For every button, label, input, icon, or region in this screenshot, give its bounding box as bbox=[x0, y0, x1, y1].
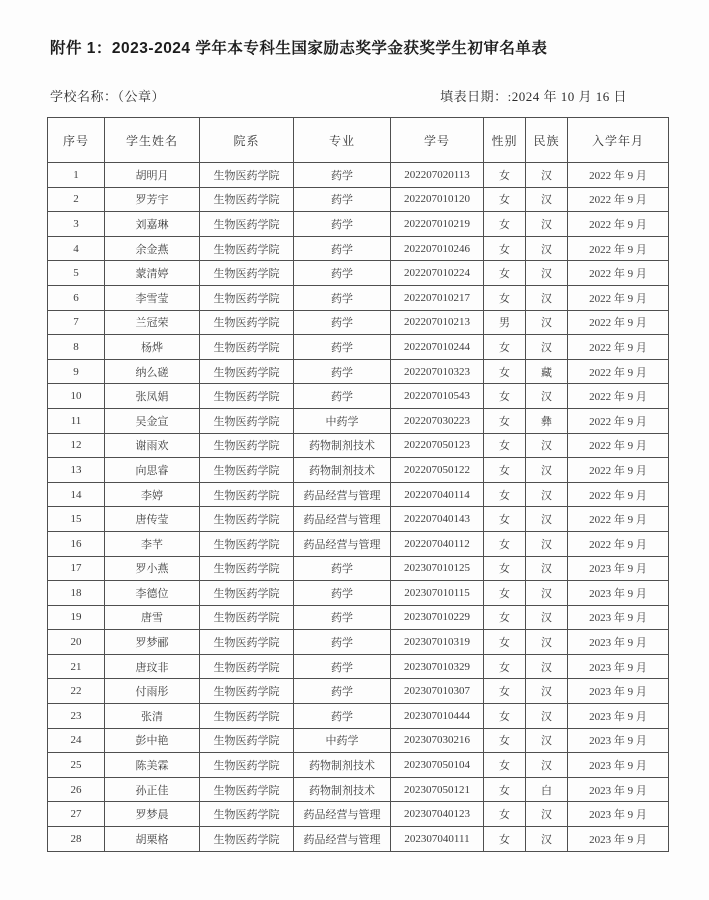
table-cell: 26 bbox=[48, 777, 105, 802]
column-header: 入学年月 bbox=[568, 118, 669, 163]
table-cell: 202307010125 bbox=[391, 556, 484, 581]
table-cell: 余金燕 bbox=[105, 236, 200, 261]
table-cell: 2022 年 9 月 bbox=[568, 163, 669, 188]
table-cell: 2023 年 9 月 bbox=[568, 777, 669, 802]
table-cell: 2022 年 9 月 bbox=[568, 310, 669, 335]
table-row bbox=[48, 728, 669, 753]
table-cell: 药品经营与管理 bbox=[294, 802, 391, 827]
table-cell: 3 bbox=[48, 212, 105, 237]
table-cell: 汉 bbox=[526, 531, 568, 556]
table-cell: 汉 bbox=[526, 581, 568, 606]
table-row bbox=[48, 777, 669, 802]
table-cell: 7 bbox=[48, 310, 105, 335]
school-name-label: 学校名称：（公章） bbox=[50, 89, 166, 104]
table-cell: 女 bbox=[484, 753, 526, 778]
table-cell: 14 bbox=[48, 482, 105, 507]
table-cell: 药学 bbox=[294, 359, 391, 384]
table-cell: 生物医药学院 bbox=[200, 728, 294, 753]
table-row bbox=[48, 359, 669, 384]
column-header: 性别 bbox=[484, 118, 526, 163]
table-cell: 药学 bbox=[294, 261, 391, 286]
table-cell: 女 bbox=[484, 163, 526, 188]
table-cell: 生物医药学院 bbox=[200, 802, 294, 827]
table-body bbox=[48, 163, 669, 852]
table-cell: 彝 bbox=[526, 408, 568, 433]
table-cell: 202307010319 bbox=[391, 630, 484, 655]
table-cell: 药品经营与管理 bbox=[294, 531, 391, 556]
table-cell: 药学 bbox=[294, 212, 391, 237]
table-cell: 药学 bbox=[294, 335, 391, 360]
table-cell: 生物医药学院 bbox=[200, 433, 294, 458]
table-cell: 女 bbox=[484, 802, 526, 827]
table-row bbox=[48, 285, 669, 310]
table-cell: 202207010543 bbox=[391, 384, 484, 409]
table-cell: 汉 bbox=[526, 212, 568, 237]
table-cell: 生物医药学院 bbox=[200, 630, 294, 655]
table-cell: 生物医药学院 bbox=[200, 482, 294, 507]
table-cell: 8 bbox=[48, 335, 105, 360]
table-cell: 汉 bbox=[526, 753, 568, 778]
table-cell: 罗芳宇 bbox=[105, 187, 200, 212]
table-cell: 生物医药学院 bbox=[200, 187, 294, 212]
table-cell: 202207010219 bbox=[391, 212, 484, 237]
table-row bbox=[48, 507, 669, 532]
table-cell: 202207010323 bbox=[391, 359, 484, 384]
table-cell: 2022 年 9 月 bbox=[568, 212, 669, 237]
table-header-row bbox=[48, 118, 669, 163]
table-cell: 202307010329 bbox=[391, 654, 484, 679]
table-cell: 白 bbox=[526, 777, 568, 802]
table-cell: 女 bbox=[484, 335, 526, 360]
table-cell: 女 bbox=[484, 433, 526, 458]
table-cell: 生物医药学院 bbox=[200, 236, 294, 261]
table-cell: 女 bbox=[484, 654, 526, 679]
table-cell: 202207030223 bbox=[391, 408, 484, 433]
column-header: 序号 bbox=[48, 118, 105, 163]
table-row bbox=[48, 531, 669, 556]
table-cell: 生物医药学院 bbox=[200, 753, 294, 778]
table-cell: 202207040114 bbox=[391, 482, 484, 507]
table-cell: 药物制剂技术 bbox=[294, 458, 391, 483]
table-cell: 药品经营与管理 bbox=[294, 507, 391, 532]
table-cell: 刘嘉琳 bbox=[105, 212, 200, 237]
column-header: 专业 bbox=[294, 118, 391, 163]
table-cell: 药物制剂技术 bbox=[294, 753, 391, 778]
table-cell: 25 bbox=[48, 753, 105, 778]
table-cell: 2022 年 9 月 bbox=[568, 359, 669, 384]
table-cell: 汉 bbox=[526, 433, 568, 458]
table-cell: 张凤娟 bbox=[105, 384, 200, 409]
table-cell: 2022 年 9 月 bbox=[568, 335, 669, 360]
table-cell: 张清 bbox=[105, 704, 200, 729]
table-cell: 13 bbox=[48, 458, 105, 483]
table-row bbox=[48, 433, 669, 458]
table-row bbox=[48, 605, 669, 630]
table-cell: 汉 bbox=[526, 704, 568, 729]
table-cell: 生物医药学院 bbox=[200, 777, 294, 802]
table-cell: 汉 bbox=[526, 261, 568, 286]
table-cell: 药学 bbox=[294, 581, 391, 606]
table-cell: 汉 bbox=[526, 163, 568, 188]
table-cell: 药学 bbox=[294, 163, 391, 188]
table-cell: 202307010444 bbox=[391, 704, 484, 729]
column-header: 学生姓名 bbox=[105, 118, 200, 163]
table-row bbox=[48, 802, 669, 827]
table-cell: 2023 年 9 月 bbox=[568, 679, 669, 704]
table-cell: 纳么磋 bbox=[105, 359, 200, 384]
table-cell: 汉 bbox=[526, 827, 568, 852]
table-cell: 唐雪 bbox=[105, 605, 200, 630]
table-cell: 药学 bbox=[294, 654, 391, 679]
table-cell: 唐传莹 bbox=[105, 507, 200, 532]
table-cell: 10 bbox=[48, 384, 105, 409]
table-cell: 女 bbox=[484, 630, 526, 655]
table-cell: 2022 年 9 月 bbox=[568, 261, 669, 286]
table-cell: 2022 年 9 月 bbox=[568, 458, 669, 483]
table-row bbox=[48, 261, 669, 286]
table-cell: 2023 年 9 月 bbox=[568, 728, 669, 753]
table-cell: 2022 年 9 月 bbox=[568, 384, 669, 409]
table-cell: 药学 bbox=[294, 187, 391, 212]
award-list-table bbox=[47, 117, 669, 852]
table-cell: 2022 年 9 月 bbox=[568, 236, 669, 261]
table-cell: 汉 bbox=[526, 556, 568, 581]
table-cell: 27 bbox=[48, 802, 105, 827]
table-cell: 女 bbox=[484, 605, 526, 630]
table-cell: 生物医药学院 bbox=[200, 507, 294, 532]
table-cell: 女 bbox=[484, 359, 526, 384]
table-cell: 生物医药学院 bbox=[200, 605, 294, 630]
table-cell: 202207050122 bbox=[391, 458, 484, 483]
table-cell: 生物医药学院 bbox=[200, 261, 294, 286]
table-cell: 汉 bbox=[526, 654, 568, 679]
table-cell: 生物医药学院 bbox=[200, 408, 294, 433]
table-cell: 汉 bbox=[526, 482, 568, 507]
table-cell: 汉 bbox=[526, 310, 568, 335]
table-cell: 2023 年 9 月 bbox=[568, 556, 669, 581]
table-row bbox=[48, 556, 669, 581]
table-cell: 2022 年 9 月 bbox=[568, 408, 669, 433]
table-cell: 药学 bbox=[294, 285, 391, 310]
table-cell: 女 bbox=[484, 704, 526, 729]
table-cell: 陈美霖 bbox=[105, 753, 200, 778]
table-cell: 21 bbox=[48, 654, 105, 679]
table-cell: 汉 bbox=[526, 802, 568, 827]
table-cell: 2023 年 9 月 bbox=[568, 630, 669, 655]
table-row bbox=[48, 458, 669, 483]
table-cell: 202307040123 bbox=[391, 802, 484, 827]
table-cell: 202307050121 bbox=[391, 777, 484, 802]
table-cell: 药学 bbox=[294, 310, 391, 335]
table-cell: 202207010217 bbox=[391, 285, 484, 310]
table-cell: 汉 bbox=[526, 458, 568, 483]
table-cell: 2023 年 9 月 bbox=[568, 802, 669, 827]
table-cell: 2022 年 9 月 bbox=[568, 187, 669, 212]
meta-row bbox=[0, 58, 709, 105]
table-cell: 生物医药学院 bbox=[200, 384, 294, 409]
table-cell: 兰冠荣 bbox=[105, 310, 200, 335]
table-cell: 汉 bbox=[526, 187, 568, 212]
table-cell: 女 bbox=[484, 236, 526, 261]
table-cell: 202307010115 bbox=[391, 581, 484, 606]
table-cell: 生物医药学院 bbox=[200, 654, 294, 679]
table-cell: 胡明月 bbox=[105, 163, 200, 188]
table-cell: 24 bbox=[48, 728, 105, 753]
table-cell: 男 bbox=[484, 310, 526, 335]
table-cell: 2022 年 9 月 bbox=[568, 433, 669, 458]
table-cell: 4 bbox=[48, 236, 105, 261]
table-cell: 彭中艳 bbox=[105, 728, 200, 753]
table-cell: 2022 年 9 月 bbox=[568, 285, 669, 310]
table-cell: 生物医药学院 bbox=[200, 359, 294, 384]
table-cell: 罗梦晨 bbox=[105, 802, 200, 827]
table-cell: 2023 年 9 月 bbox=[568, 704, 669, 729]
table-row bbox=[48, 384, 669, 409]
table-cell: 汉 bbox=[526, 335, 568, 360]
table-cell: 生物医药学院 bbox=[200, 704, 294, 729]
table-cell: 15 bbox=[48, 507, 105, 532]
table-cell: 汉 bbox=[526, 679, 568, 704]
table-cell: 药品经营与管理 bbox=[294, 482, 391, 507]
table-cell: 6 bbox=[48, 285, 105, 310]
table-cell: 202307010229 bbox=[391, 605, 484, 630]
table-cell: 202207010120 bbox=[391, 187, 484, 212]
table-cell: 生物医药学院 bbox=[200, 458, 294, 483]
table-cell: 202307010307 bbox=[391, 679, 484, 704]
table-cell: 2022 年 9 月 bbox=[568, 507, 669, 532]
table-cell: 12 bbox=[48, 433, 105, 458]
table-cell: 生物医药学院 bbox=[200, 679, 294, 704]
table-cell: 5 bbox=[48, 261, 105, 286]
table-row bbox=[48, 482, 669, 507]
table-cell: 吴金宣 bbox=[105, 408, 200, 433]
table-cell: 唐玟非 bbox=[105, 654, 200, 679]
table-cell: 23 bbox=[48, 704, 105, 729]
table-cell: 女 bbox=[484, 827, 526, 852]
table-cell: 药学 bbox=[294, 605, 391, 630]
table-row bbox=[48, 581, 669, 606]
table-cell: 生物医药学院 bbox=[200, 163, 294, 188]
table-cell: 谢雨欢 bbox=[105, 433, 200, 458]
table-cell: 药学 bbox=[294, 704, 391, 729]
table-row bbox=[48, 630, 669, 655]
table-cell: 20 bbox=[48, 630, 105, 655]
table-cell: 药学 bbox=[294, 556, 391, 581]
table-cell: 2 bbox=[48, 187, 105, 212]
table-cell: 汉 bbox=[526, 236, 568, 261]
table-cell: 生物医药学院 bbox=[200, 212, 294, 237]
table-cell: 汉 bbox=[526, 605, 568, 630]
table-row bbox=[48, 408, 669, 433]
table-row bbox=[48, 335, 669, 360]
table-cell: 蒙清婷 bbox=[105, 261, 200, 286]
table-cell: 女 bbox=[484, 507, 526, 532]
table-cell: 生物医药学院 bbox=[200, 531, 294, 556]
table-cell: 2022 年 9 月 bbox=[568, 531, 669, 556]
table-row bbox=[48, 310, 669, 335]
table-cell: 女 bbox=[484, 212, 526, 237]
table-cell: 付雨彤 bbox=[105, 679, 200, 704]
table-cell: 藏 bbox=[526, 359, 568, 384]
table-cell: 2023 年 9 月 bbox=[568, 581, 669, 606]
table-cell: 202207010224 bbox=[391, 261, 484, 286]
table-cell: 女 bbox=[484, 384, 526, 409]
table-cell: 中药学 bbox=[294, 408, 391, 433]
table-cell: 女 bbox=[484, 728, 526, 753]
table-cell: 202207040112 bbox=[391, 531, 484, 556]
table-cell: 罗梦郦 bbox=[105, 630, 200, 655]
fill-date-label: 填表日期：:2024 年 10 月 16 日 bbox=[440, 89, 627, 104]
column-header: 院系 bbox=[200, 118, 294, 163]
table-row bbox=[48, 679, 669, 704]
page-title: 附件 1：2023-2024 学年本专科生国家励志奖学金获奖学生初审名单表 bbox=[50, 40, 548, 57]
table-cell: 202207010244 bbox=[391, 335, 484, 360]
table-cell: 女 bbox=[484, 187, 526, 212]
table-row bbox=[48, 187, 669, 212]
table-cell: 汉 bbox=[526, 285, 568, 310]
table-cell: 药学 bbox=[294, 384, 391, 409]
table-cell: 女 bbox=[484, 261, 526, 286]
table-cell: 女 bbox=[484, 458, 526, 483]
table-cell: 李婷 bbox=[105, 482, 200, 507]
table-cell: 9 bbox=[48, 359, 105, 384]
table-row bbox=[48, 654, 669, 679]
table-row bbox=[48, 212, 669, 237]
table-cell: 药品经营与管理 bbox=[294, 827, 391, 852]
table-cell: 药学 bbox=[294, 679, 391, 704]
table-cell: 向思睿 bbox=[105, 458, 200, 483]
table-row bbox=[48, 236, 669, 261]
table-cell: 生物医药学院 bbox=[200, 310, 294, 335]
table-cell: 生物医药学院 bbox=[200, 827, 294, 852]
table-cell: 2023 年 9 月 bbox=[568, 827, 669, 852]
table-cell: 17 bbox=[48, 556, 105, 581]
table-cell: 杨烨 bbox=[105, 335, 200, 360]
table-cell: 202207040143 bbox=[391, 507, 484, 532]
table-cell: 202207010246 bbox=[391, 236, 484, 261]
table-cell: 女 bbox=[484, 679, 526, 704]
table-cell: 汉 bbox=[526, 630, 568, 655]
table-row bbox=[48, 827, 669, 852]
table-cell: 女 bbox=[484, 556, 526, 581]
table-cell: 1 bbox=[48, 163, 105, 188]
table-cell: 女 bbox=[484, 777, 526, 802]
table-cell: 19 bbox=[48, 605, 105, 630]
table-cell: 李芊 bbox=[105, 531, 200, 556]
table-cell: 女 bbox=[484, 408, 526, 433]
table-cell: 202207020113 bbox=[391, 163, 484, 188]
table-cell: 18 bbox=[48, 581, 105, 606]
table-cell: 2023 年 9 月 bbox=[568, 654, 669, 679]
table-cell: 2023 年 9 月 bbox=[568, 753, 669, 778]
table-cell: 汉 bbox=[526, 507, 568, 532]
table-cell: 李德位 bbox=[105, 581, 200, 606]
table-cell: 汉 bbox=[526, 384, 568, 409]
table-cell: 孙正佳 bbox=[105, 777, 200, 802]
table-cell: 女 bbox=[484, 581, 526, 606]
table-row bbox=[48, 753, 669, 778]
table-cell: 汉 bbox=[526, 728, 568, 753]
column-header: 学号 bbox=[391, 118, 484, 163]
table-cell: 11 bbox=[48, 408, 105, 433]
column-header: 民族 bbox=[526, 118, 568, 163]
table-cell: 药物制剂技术 bbox=[294, 777, 391, 802]
table-cell: 2023 年 9 月 bbox=[568, 605, 669, 630]
table-row bbox=[48, 704, 669, 729]
table-cell: 罗小燕 bbox=[105, 556, 200, 581]
table-cell: 202207010213 bbox=[391, 310, 484, 335]
table-cell: 药学 bbox=[294, 630, 391, 655]
table-cell: 202307040111 bbox=[391, 827, 484, 852]
table-cell: 生物医药学院 bbox=[200, 581, 294, 606]
table-cell: 药学 bbox=[294, 236, 391, 261]
table-cell: 李雪莹 bbox=[105, 285, 200, 310]
table-cell: 生物医药学院 bbox=[200, 285, 294, 310]
table-cell: 22 bbox=[48, 679, 105, 704]
table-cell: 16 bbox=[48, 531, 105, 556]
table-cell: 女 bbox=[484, 482, 526, 507]
table-cell: 胡栗格 bbox=[105, 827, 200, 852]
table-cell: 药物制剂技术 bbox=[294, 433, 391, 458]
table-cell: 生物医药学院 bbox=[200, 335, 294, 360]
table-cell: 202307030216 bbox=[391, 728, 484, 753]
table-cell: 202307050104 bbox=[391, 753, 484, 778]
table-cell: 2022 年 9 月 bbox=[568, 482, 669, 507]
table-cell: 28 bbox=[48, 827, 105, 852]
table-cell: 202207050123 bbox=[391, 433, 484, 458]
table-cell: 中药学 bbox=[294, 728, 391, 753]
table-row bbox=[48, 163, 669, 188]
table-cell: 女 bbox=[484, 285, 526, 310]
table-cell: 生物医药学院 bbox=[200, 556, 294, 581]
table-cell: 女 bbox=[484, 531, 526, 556]
